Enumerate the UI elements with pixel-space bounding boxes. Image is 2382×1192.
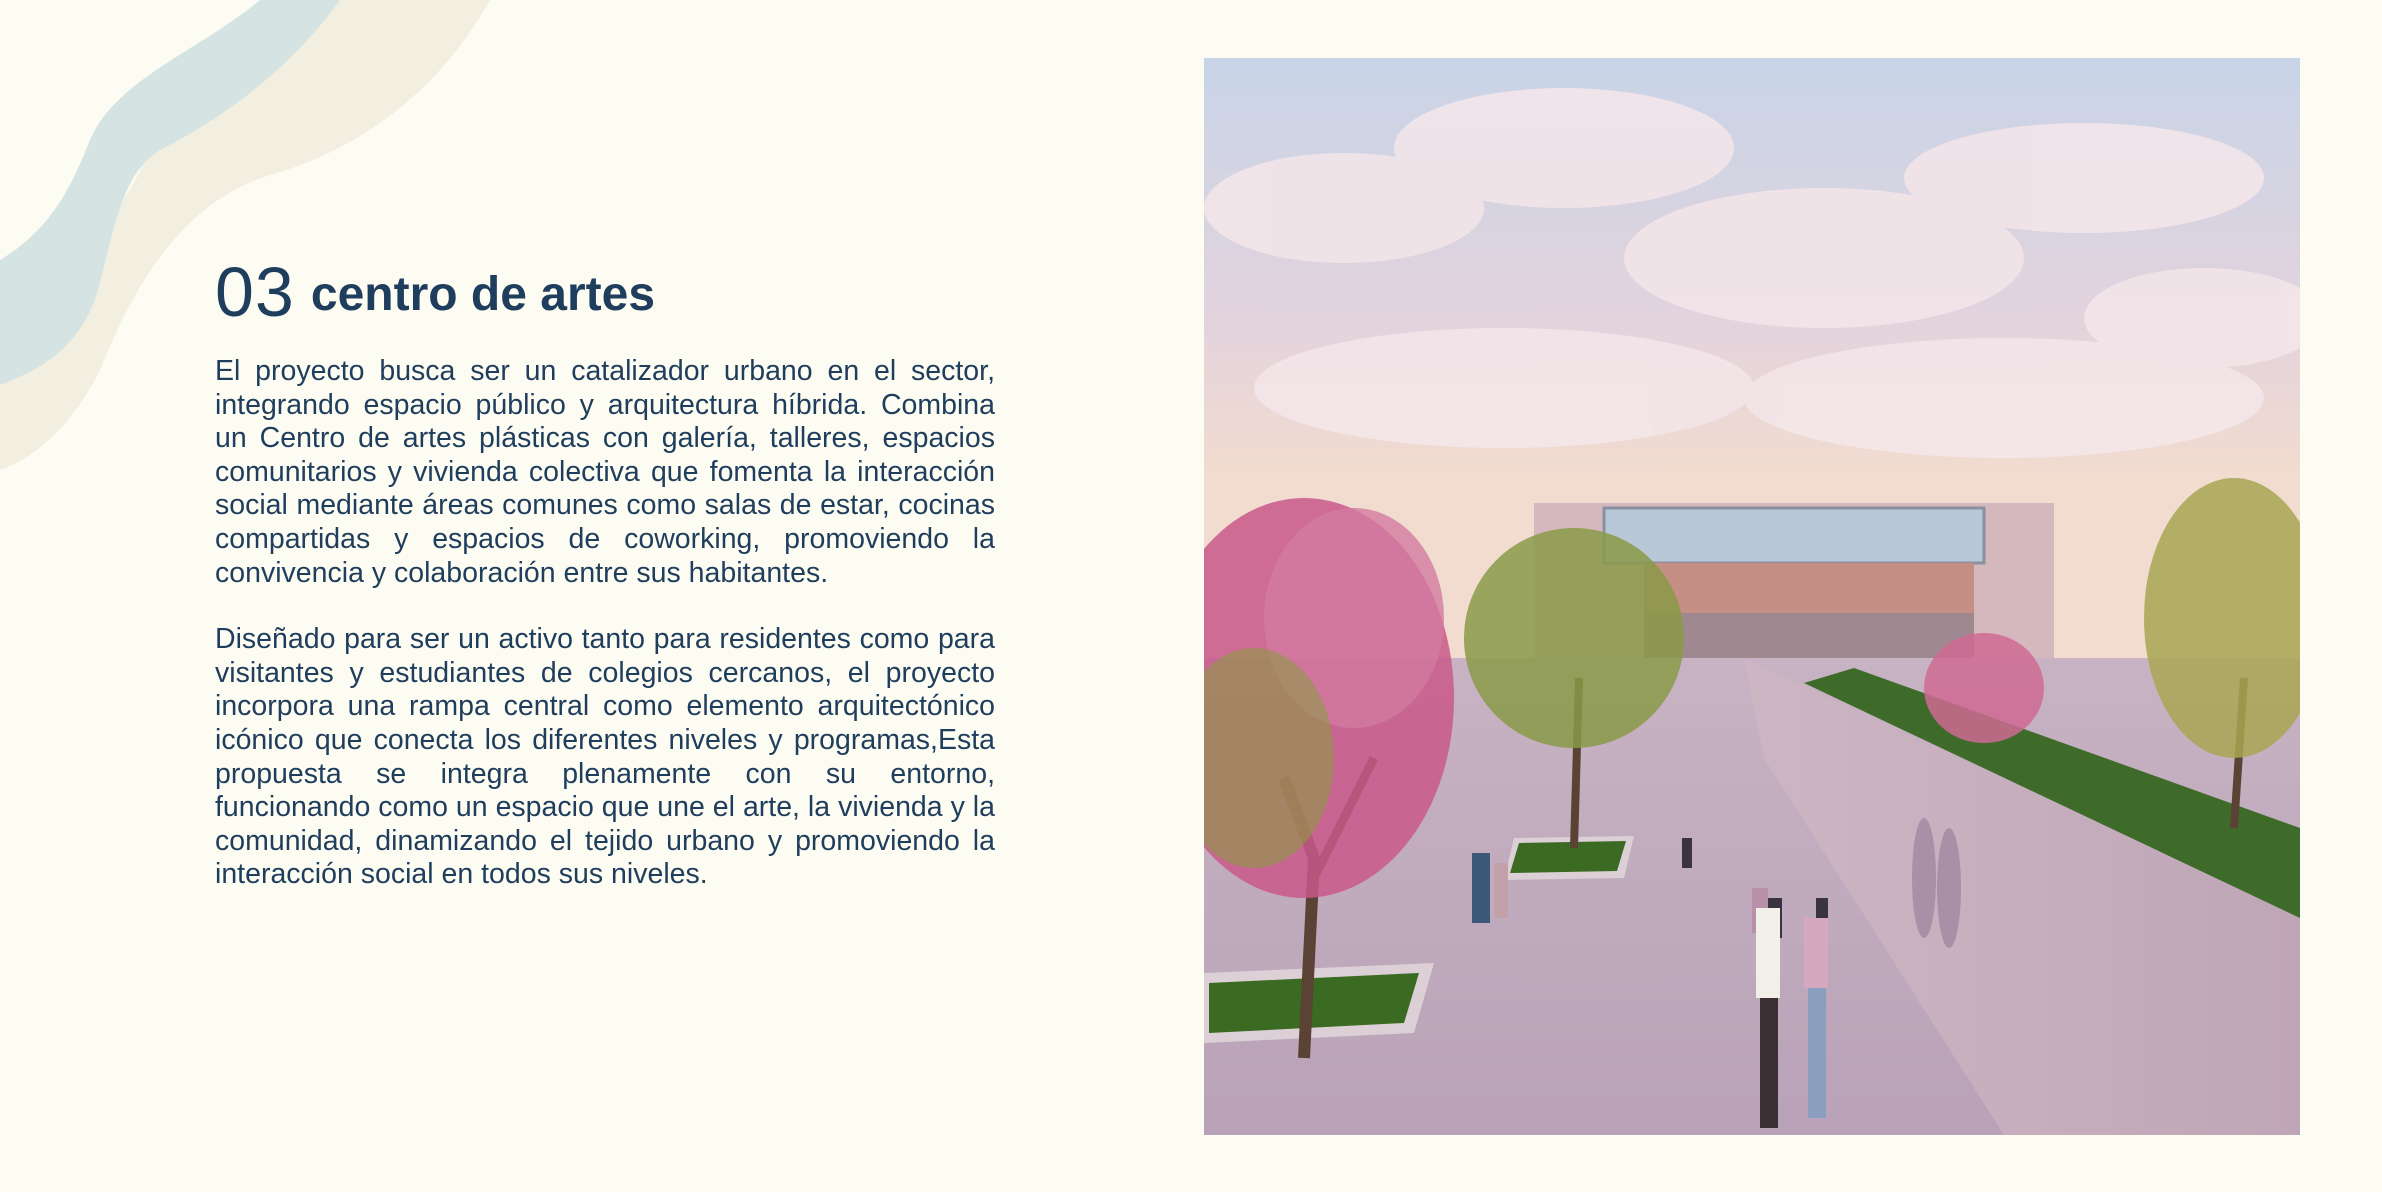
paragraph-1: El proyecto busca ser un catalizador urbano en el sector, integrando espacio público y arquitectura híbrida. Combina un Centro de artes plásticas con galería, talleres, espacios comunitarios y vivienda colectiva que fomenta la interacción social mediante áreas comunes como salas de estar, cocinas compartidas y espacios de coworking, promoviendo la convivencia y colaboración entre sus habitantes. (215, 355, 995, 589)
section-number: 03 (215, 253, 295, 331)
paragraph-2: Diseñado para ser un activo tanto para residentes como para visitantes y estudiantes de colegios cercanos, el proyecto incorpora una rampa central como elemento arquitectónico icónico que conecta los diferentes niveles y programas,Esta propuesta se integra plenamente con su entorno, funcionando como un espacio que une el arte, la vivienda y la comunidad, dinamizando el tejido urbano y promoviendo la interacción social en todos sus niveles. (215, 623, 995, 891)
description (215, 355, 995, 892)
tree-pink-right (1924, 633, 2044, 743)
planter-mid-grass (1510, 841, 1626, 873)
section-heading (215, 252, 655, 332)
architectural-render-image (1204, 58, 2300, 1135)
section-title: centro de artes (310, 268, 656, 321)
